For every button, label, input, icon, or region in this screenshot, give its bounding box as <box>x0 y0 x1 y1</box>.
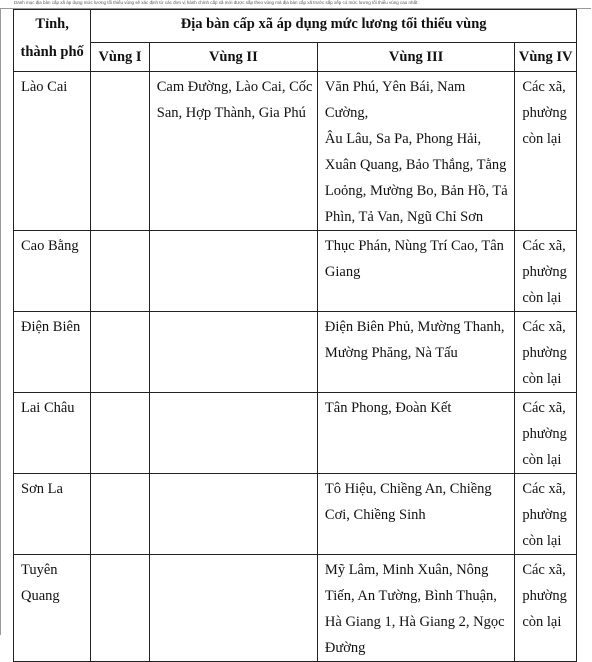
zone-3-cell <box>317 72 514 231</box>
zone-1-cell <box>91 393 149 474</box>
table-row <box>14 474 577 555</box>
cell-text-line: Các xã, <box>522 319 566 335</box>
cell-text-line: Điện Biên Phủ, Mường Thanh, <box>324 319 505 335</box>
cell-text-line: Điện Biên <box>21 319 81 335</box>
cell-text-line: San, Hợp Thành, Gia Phú <box>156 105 306 121</box>
cell-text-line: Quang <box>21 588 60 604</box>
zone-1-cell <box>91 312 149 393</box>
table-row <box>14 393 577 474</box>
cell-text-line: Sơn La <box>21 481 63 497</box>
cell-text-line: Loỏng, Mường Bo, Bản Hồ, Tả <box>324 183 508 199</box>
zone-2-cell <box>149 72 317 231</box>
zone-1-cell <box>91 231 149 312</box>
zone-2-cell <box>149 474 317 555</box>
header-zone-group: Địa bàn cấp xã áp dụng mức lương tối thiểu vùng <box>91 10 577 43</box>
zone-4-cell <box>515 393 577 474</box>
cell-text-line: Lào Cai <box>21 79 68 95</box>
cell-text-line: Các xã, <box>522 562 566 578</box>
cell-text-line: Các xã, <box>522 79 566 95</box>
cell-text-line: Âu Lâu, Sa Pa, Phong Hải, <box>324 131 482 147</box>
zone-3-cell <box>317 555 514 662</box>
cell-text-line: Tân Phong, Đoàn Kết <box>324 400 452 416</box>
zone-3-cell <box>317 231 514 312</box>
zone-3-cell <box>317 393 514 474</box>
cell-text-line: Mường Phăng, Nà Tấu <box>324 345 458 361</box>
province-cell <box>14 72 91 231</box>
zone-2-cell <box>149 393 317 474</box>
cell-text-line: Phìn, Tả Van, Ngũ Chỉ Sơn <box>324 209 484 225</box>
zone-4-cell <box>515 555 577 662</box>
cell-text-line: Đường <box>324 640 366 656</box>
cell-text-line: Các xã, <box>522 238 566 254</box>
zone-1-cell <box>91 72 149 231</box>
zone-4-cell <box>515 72 577 231</box>
zone-4-cell <box>515 312 577 393</box>
province-cell <box>14 474 91 555</box>
cell-text-line: phường <box>522 345 567 361</box>
cell-text-line: phường <box>522 588 567 604</box>
cell-text-line: còn lại <box>522 452 562 468</box>
zone-4-cell <box>515 231 577 312</box>
cell-text-line: còn lại <box>522 290 562 306</box>
cell-text-line: Cơi, Chiềng Sinh <box>324 507 426 523</box>
cell-text-line: Xuân Quang, Bảo Thắng, Tằng <box>324 157 507 173</box>
zone-3-cell <box>317 474 514 555</box>
cell-text-line: còn lại <box>522 614 562 630</box>
header-province: Tỉnh, thành phố <box>14 10 91 72</box>
minimum-wage-zone-table <box>13 9 577 662</box>
zone-2-cell <box>149 312 317 393</box>
table-row <box>14 312 577 393</box>
cell-text-line: Lai Châu <box>21 400 75 416</box>
header-zone-4: Vùng IV <box>515 43 577 72</box>
cell-text-line: phường <box>522 264 567 280</box>
cell-text-line: Mỹ Lâm, Minh Xuân, Nông <box>324 562 489 578</box>
province-cell <box>14 393 91 474</box>
cell-text-line: Tuyên <box>21 562 58 578</box>
province-cell <box>14 555 91 662</box>
cell-text-line: phường <box>522 507 567 523</box>
cell-text-line: Hà Giang 1, Hà Giang 2, Ngọc <box>324 614 505 630</box>
cell-text-line: còn lại <box>522 131 562 147</box>
table-row <box>14 72 577 231</box>
header-zone-3: Vùng III <box>317 43 514 72</box>
cell-text-line: Giang <box>324 264 361 280</box>
cell-text-line: phường <box>522 426 567 442</box>
cell-text-line: Văn Phú, Yên Bái, Nam Cường, <box>324 79 466 121</box>
cell-text-line: Thục Phán, Nùng Trí Cao, Tân <box>324 238 504 254</box>
cell-text-line: Các xã, <box>522 481 566 497</box>
zone-1-cell <box>91 474 149 555</box>
cell-text-line: Tiến, An Tường, Bình Thuận, <box>324 588 497 604</box>
table-row <box>14 231 577 312</box>
zone-3-cell <box>317 312 514 393</box>
zone-2-cell <box>149 231 317 312</box>
zone-2-cell <box>149 555 317 662</box>
cell-text-line: còn lại <box>522 371 562 387</box>
table-row <box>14 555 577 662</box>
zone-1-cell <box>91 555 149 662</box>
zone-4-cell <box>515 474 577 555</box>
cell-text-line: Cao Bằng <box>21 238 79 254</box>
table-caption: Danh mục địa bàn cấp xã áp dụng mức lương tối thiểu vùng sẽ xác định từ các đơn vị hành chính cấp xã mới được sắp theo vùng mà địa bàn cấp xã trước sắp xếp có mức lương tối thiểu vùng cao nhất <box>14 0 418 5</box>
province-cell <box>14 231 91 312</box>
header-zone-1: Vùng I <box>91 43 149 72</box>
province-cell <box>14 312 91 393</box>
cell-text-line: phường <box>522 105 567 121</box>
cell-text-line: Các xã, <box>522 400 566 416</box>
cell-text-line: Cam Đường, Lào Cai, Cốc <box>156 79 313 95</box>
cell-text-line: Tô Hiệu, Chiềng An, Chiềng <box>324 481 492 497</box>
header-zone-2: Vùng II <box>149 43 317 72</box>
cell-text-line: còn lại <box>522 533 562 549</box>
